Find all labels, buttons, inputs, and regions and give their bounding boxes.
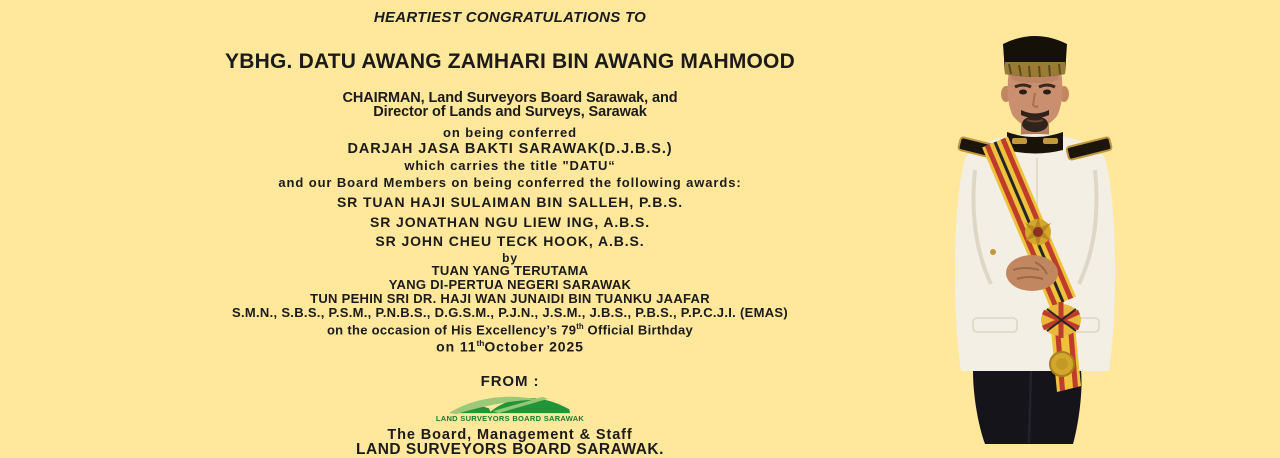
occasion-line xyxy=(0,320,1020,337)
title-carries-line: which carries the title "DATU“ xyxy=(404,158,616,173)
recipient-title-line2: Director of Lands and Surveys, Sarawak xyxy=(373,104,647,120)
logo-caption: LAND SURVEYORS BOARD SARAWAK xyxy=(435,413,585,423)
date-ordinal-suffix: th xyxy=(476,337,485,348)
land-surveyors-board-logo-icon xyxy=(445,394,575,415)
from-label: FROM : xyxy=(480,372,540,390)
occasion-ordinal-suffix: th xyxy=(576,321,584,331)
heading-congratulations: HEARTIEST CONGRATULATIONS TO xyxy=(373,9,647,26)
recipient-title-line1: CHAIRMAN, Land Surveyors Board Sarawak, and xyxy=(342,90,678,106)
date-line xyxy=(0,337,1020,354)
sender-line-1: The Board, Management & Staff xyxy=(387,426,633,443)
board-award-1: SR TUAN HAJI SULAIMAN BIN SALLEH, P.B.S. xyxy=(336,194,684,210)
conferrer-line-3: TUN PEHIN SRI DR. HAJI WAN JUNAIDI BIN TUANKU JAAFAR xyxy=(310,290,710,306)
award-name: DARJAH JASA BAKTI SARAWAK(D.J.B.S.) xyxy=(347,141,673,157)
board-award-2: SR JONATHAN NGU LIEW ING, A.B.S. xyxy=(369,213,651,230)
portrait-hands xyxy=(1006,255,1058,291)
conferrer-line-1: TUAN YANG TERUTAMA xyxy=(431,262,589,278)
date-text-pre: on 11 xyxy=(436,338,477,355)
conferrer-line-2: YANG DI-PERTUA NEGERI SARAWAK xyxy=(388,276,632,292)
official-portrait-photo xyxy=(945,30,1125,446)
board-award-3: SR JOHN CHEU TECK HOOK, A.B.S. xyxy=(375,233,645,249)
conferrer-honorifics: S.M.N., S.B.S., P.S.M., P.N.B.S., D.G.S.M., P.J.N., J.S.M., J.B.S., P.B.S., P.P.C.J.I. (EMAS) xyxy=(231,304,788,320)
occasion-text-pre: on the occasion of His Excellency’s 79 xyxy=(326,321,577,337)
sender-line-2: LAND SURVEYORS BOARD SARAWAK. xyxy=(356,440,664,458)
recipient-name: YBHG. DATU AWANG ZAMHARI BIN AWANG MAHMOOD xyxy=(225,50,795,73)
board-members-intro: and our Board Members on being conferred the following awards: xyxy=(278,175,742,190)
occasion-text-post: Official Birthday xyxy=(583,321,694,337)
conferred-intro: on being conferred xyxy=(443,125,577,140)
date-text-post: October 2025 xyxy=(484,338,584,355)
by-label: by xyxy=(502,250,518,265)
